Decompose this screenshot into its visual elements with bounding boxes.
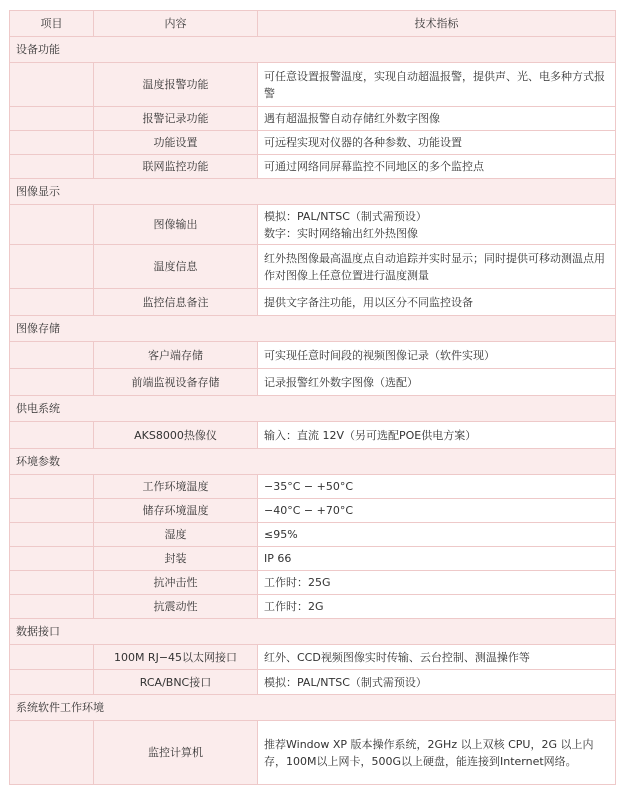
content-cell: 封装 <box>94 547 258 571</box>
table-row <box>10 645 616 670</box>
section-row <box>10 619 616 645</box>
table-row <box>10 523 616 547</box>
section-row <box>10 396 616 422</box>
table-row <box>10 595 616 619</box>
spec-text: 工作时：25G <box>264 576 331 589</box>
item-cell <box>10 369 94 396</box>
item-cell <box>10 645 94 670</box>
item-cell <box>10 63 94 107</box>
table-row <box>10 63 616 107</box>
spec-cell <box>258 289 616 316</box>
section-row <box>10 695 616 721</box>
spec-cell <box>258 155 616 179</box>
table-row <box>10 571 616 595</box>
spec-cell <box>258 369 616 396</box>
table-row <box>10 245 616 289</box>
spec-text: 遇有超温报警自动存储红外数字图像 <box>264 112 440 125</box>
section-row <box>10 179 616 205</box>
table-row <box>10 131 616 155</box>
content-cell: 报警记录功能 <box>94 107 258 131</box>
content-cell: 功能设置 <box>94 131 258 155</box>
spec-text: 可远程实现对仪器的各种参数、功能设置 <box>264 136 462 149</box>
spec-cell <box>258 422 616 449</box>
table-row <box>10 475 616 499</box>
content-cell: 储存环境温度 <box>94 499 258 523</box>
item-cell <box>10 422 94 449</box>
item-cell <box>10 107 94 131</box>
spec-cell <box>258 499 616 523</box>
content-cell: 图像输出 <box>94 205 258 245</box>
content-cell: 联网监控功能 <box>94 155 258 179</box>
item-cell <box>10 523 94 547</box>
spec-text-line2: 数字：实时网络输出红外热图像 <box>264 226 418 240</box>
spec-text: 提供文字备注功能，用以区分不同监控设备 <box>264 295 473 309</box>
table-row <box>10 422 616 449</box>
spec-text: 可通过网络同屏幕监控不同地区的多个监控点 <box>264 160 484 173</box>
item-cell <box>10 571 94 595</box>
content-cell: 监控计算机 <box>94 721 258 785</box>
spec-text: IP 66 <box>264 552 292 565</box>
header-content: 内容 <box>94 11 258 37</box>
spec-cell <box>258 131 616 155</box>
spec-cell <box>258 571 616 595</box>
spec-text: 可实现任意时间段的视频图像记录（软件实现） <box>264 348 495 362</box>
spec-text: 可任意设置报警温度，实现自动超温报警，提供声、光、电多种方式报警 <box>264 69 605 100</box>
spec-text: 工作时：2G <box>264 600 324 613</box>
table-row <box>10 342 616 369</box>
spec-text: 模拟：PAL/NTSC（制式需预设） <box>264 209 427 223</box>
spec-text: 记录报警红外数字图像（选配） <box>264 375 418 389</box>
spec-cell <box>258 245 616 289</box>
item-cell <box>10 670 94 695</box>
item-cell <box>10 547 94 571</box>
table-body <box>10 37 616 785</box>
spec-cell <box>258 645 616 670</box>
spec-cell <box>258 547 616 571</box>
section-title: 供电系统 <box>10 396 616 422</box>
spec-cell <box>258 475 616 499</box>
item-cell <box>10 475 94 499</box>
content-cell: 100M RJ−45以太网接口 <box>94 645 258 670</box>
item-cell <box>10 245 94 289</box>
section-title: 设备功能 <box>10 37 616 63</box>
item-cell <box>10 289 94 316</box>
spec-cell <box>258 63 616 107</box>
table-row <box>10 499 616 523</box>
section-row <box>10 316 616 342</box>
spec-text: ≤95% <box>264 528 298 541</box>
table-row <box>10 155 616 179</box>
table-row <box>10 205 616 245</box>
content-cell: 湿度 <box>94 523 258 547</box>
spec-text: −40°C − +70°C <box>264 504 353 517</box>
section-title: 环境参数 <box>10 449 616 475</box>
item-cell <box>10 342 94 369</box>
content-cell: 客户端存储 <box>94 342 258 369</box>
header-spec: 技术指标 <box>258 11 616 37</box>
content-cell: AKS8000热像仪 <box>94 422 258 449</box>
spec-cell <box>258 523 616 547</box>
spec-cell <box>258 721 616 785</box>
table-row <box>10 289 616 316</box>
spec-table <box>9 10 616 785</box>
section-title: 图像显示 <box>10 179 616 205</box>
section-title: 系统软件工作环境 <box>10 695 616 721</box>
item-cell <box>10 131 94 155</box>
content-cell: 工作环境温度 <box>94 475 258 499</box>
content-cell: 温度信息 <box>94 245 258 289</box>
spec-text: 输入：直流 12V（另可选配POE供电方案） <box>264 428 477 442</box>
content-cell: 温度报警功能 <box>94 63 258 107</box>
table-row <box>10 107 616 131</box>
table-header-row <box>10 11 616 37</box>
content-cell: 抗震动性 <box>94 595 258 619</box>
content-cell: RCA/BNC接口 <box>94 670 258 695</box>
spec-table-container <box>9 10 616 785</box>
section-title: 数据接口 <box>10 619 616 645</box>
content-cell: 监控信息备注 <box>94 289 258 316</box>
spec-text: 红外、CCD视频图像实时传输、云台控制、测温操作等 <box>264 650 530 664</box>
spec-cell <box>258 205 616 245</box>
table-row <box>10 721 616 785</box>
content-cell: 前端监视设备存储 <box>94 369 258 396</box>
section-title: 图像存储 <box>10 316 616 342</box>
item-cell <box>10 595 94 619</box>
section-row <box>10 449 616 475</box>
spec-cell <box>258 107 616 131</box>
item-cell <box>10 205 94 245</box>
table-row <box>10 547 616 571</box>
table-row <box>10 369 616 396</box>
spec-text: 推荐Window XP 版本操作系统，2GHz 以上双核 CPU，2G 以上内存，100M以上网卡，500G以上硬盘，能连接到Internet网络。 <box>264 737 594 768</box>
spec-cell <box>258 670 616 695</box>
spec-text: −35°C − +50°C <box>264 480 353 493</box>
spec-cell <box>258 595 616 619</box>
item-cell <box>10 155 94 179</box>
spec-text: 模拟：PAL/NTSC（制式需预设） <box>264 675 427 689</box>
item-cell <box>10 499 94 523</box>
header-item: 项目 <box>10 11 94 37</box>
section-row <box>10 37 616 63</box>
table-row <box>10 670 616 695</box>
content-cell: 抗冲击性 <box>94 571 258 595</box>
item-cell <box>10 721 94 785</box>
spec-text: 红外热图像最高温度点自动追踪并实时显示；同时提供可移动测温点用作对图像上任意位置进行温度测量 <box>264 251 605 282</box>
spec-cell <box>258 342 616 369</box>
